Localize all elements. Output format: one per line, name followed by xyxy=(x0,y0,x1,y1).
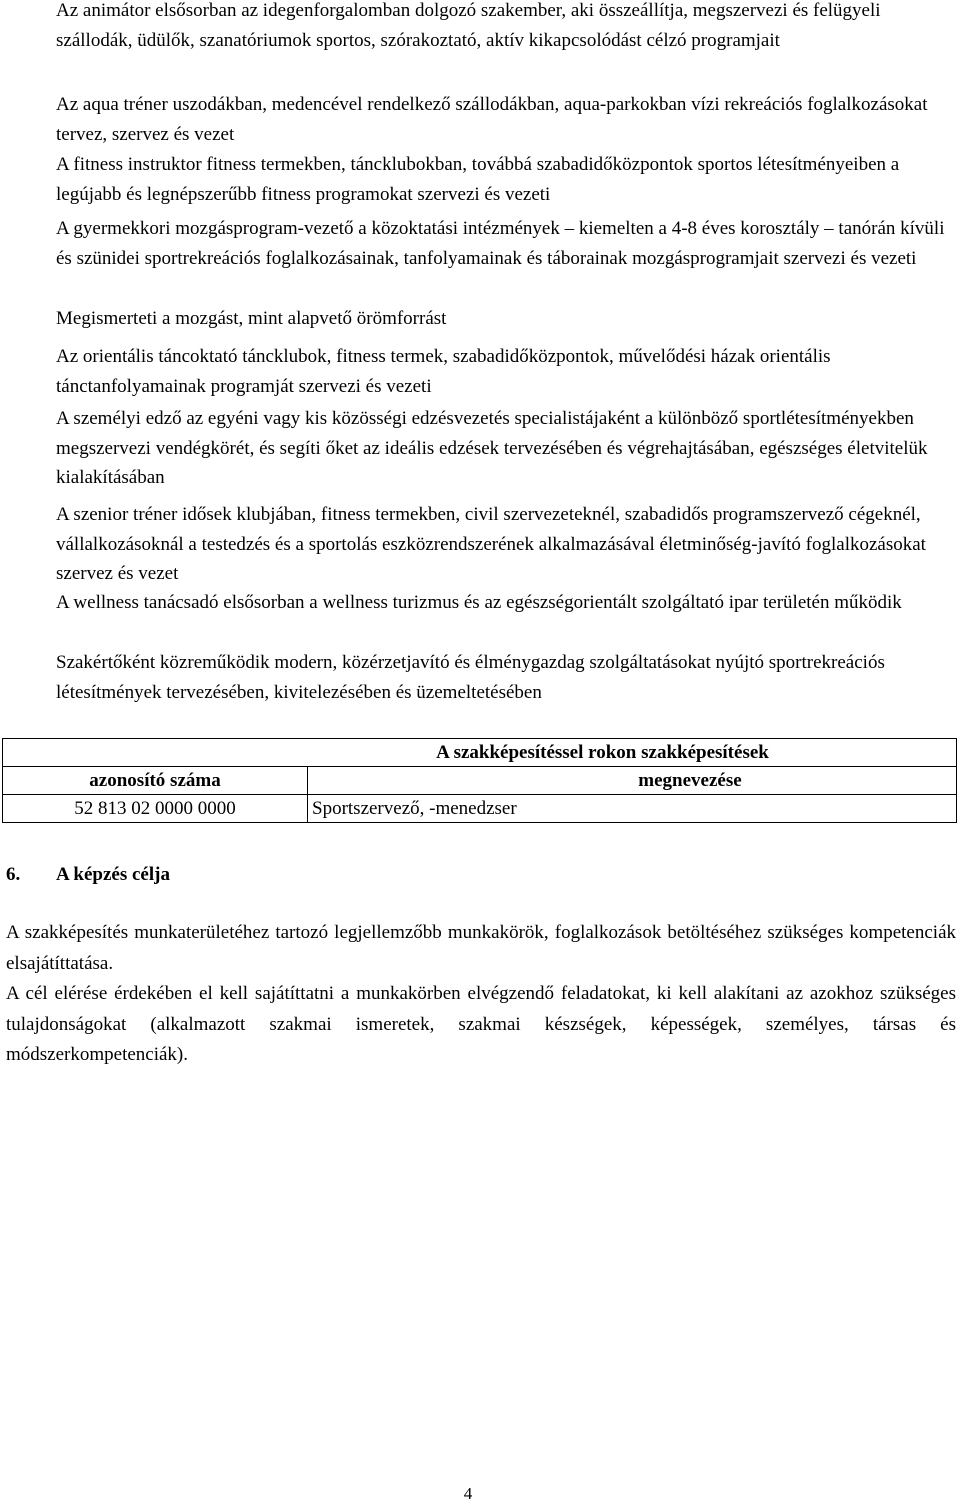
column-header-id: azonosító száma xyxy=(3,767,308,795)
page-number: 4 xyxy=(463,1484,473,1503)
related-qualifications-table xyxy=(2,738,957,823)
table-row xyxy=(3,795,957,823)
paragraph-personal-trainer: A személyi edző az egyéni vagy kis közösségi edzésvezetés specialistájaként a különböző sportlétesítményekben megszervezi vendégkörét, és segíti őket az ideális edzések tervezésében és végrehajtásában, egészséges életvitelük kialakításában xyxy=(56,408,928,488)
paragraph-joy-of-movement: Megismerteti a mozgást, mint alapvető örömforrást xyxy=(56,308,447,329)
qualification-id: 52 813 02 0000 0000 xyxy=(3,795,308,823)
paragraph-animator: Az animátor elsősorban az idegenforgalomban dolgozó szakember, aki összeállítja, megszervezi és felügyeli szállodák, üdülők, szanatóriumok sportos, szórakoztató, aktív kikapcsolódást célzó programjait xyxy=(56,0,881,51)
body-paragraph-goal: A cél elérése érdekében el kell sajátíttatni a munkakörben elvégzendő feladatokat, ki kell alakítani az azokhoz szükséges tulajdonságokat (alkalmazott szakmai ismeretek, szakmai készségek, képességek, személyes, társas és módszerkompetenciák). xyxy=(6,983,956,1065)
paragraph-child-movement-leader: A gyermekkori mozgásprogram-vezető a közoktatási intézmények – kiemelten a 4-8 éves korosztály – tanórán kívüli és szünidei sportrekreációs foglalkozásainak, tanfolyamainak és táborainak mozgásprogramjait szervezi és vezeti xyxy=(56,218,945,269)
paragraph-expert: Szakértőként közreműködik modern, közérzetjavító és élménygazdag szolgáltatásokat nyújtó sportrekreációs létesítmények tervezésében, kivitelezésében és üzemeltetésében xyxy=(56,652,885,703)
table-header-row xyxy=(3,767,957,795)
paragraph-fitness-instructor: A fitness instruktor fitness termekben, táncklubokban, továbbá szabadidőközpontok sportos létesítményeiben a legújabb és legnépszerűbb fitness programokat szervezi és vezeti xyxy=(56,154,900,205)
paragraph-wellness-advisor: A wellness tanácsadó elsősorban a wellness turizmus és az egészségorientált szolgáltató ipar területén működik xyxy=(56,592,902,613)
paragraph-oriental-dance: Az orientális táncoktató táncklubok, fitness termek, szabadidőközpontok, művelődési házak orientális tánctanfolyamainak programját szervezi és vezeti xyxy=(56,346,831,397)
paragraph-senior-trainer: A szenior tréner idősek klubjában, fitness termekben, civil szervezeteknél, szabadidős programszervező cégeknél, vállalkozásoknál a testedzés és a sportolás eszközrendszerének alkalmazásával életminőség-javító foglalkozásokat szervez és vezet xyxy=(56,504,926,584)
section-heading xyxy=(6,860,170,889)
paragraph-aqua-trainer: Az aqua tréner uszodákban, medencével rendelkező szállodákban, aqua-parkokban vízi rekreációs foglalkozásokat tervez, szervez és vezet xyxy=(56,94,928,145)
section-number: 6. xyxy=(6,864,21,885)
table-caption-row xyxy=(3,739,957,767)
body-paragraph-competences: A szakképesítés munkaterületéhez tartozó legjellemzőbb munkakörök, foglalkozások betöltéséhez szükséges kompetenciák elsajátíttatása. xyxy=(6,922,956,974)
column-header-name: megnevezése xyxy=(308,767,957,795)
table-caption: A szakképesítéssel rokon szakképesítések xyxy=(3,739,957,767)
section-title: A képzés célja xyxy=(56,864,170,885)
qualification-name: Sportszervező, -menedzser xyxy=(308,795,957,823)
